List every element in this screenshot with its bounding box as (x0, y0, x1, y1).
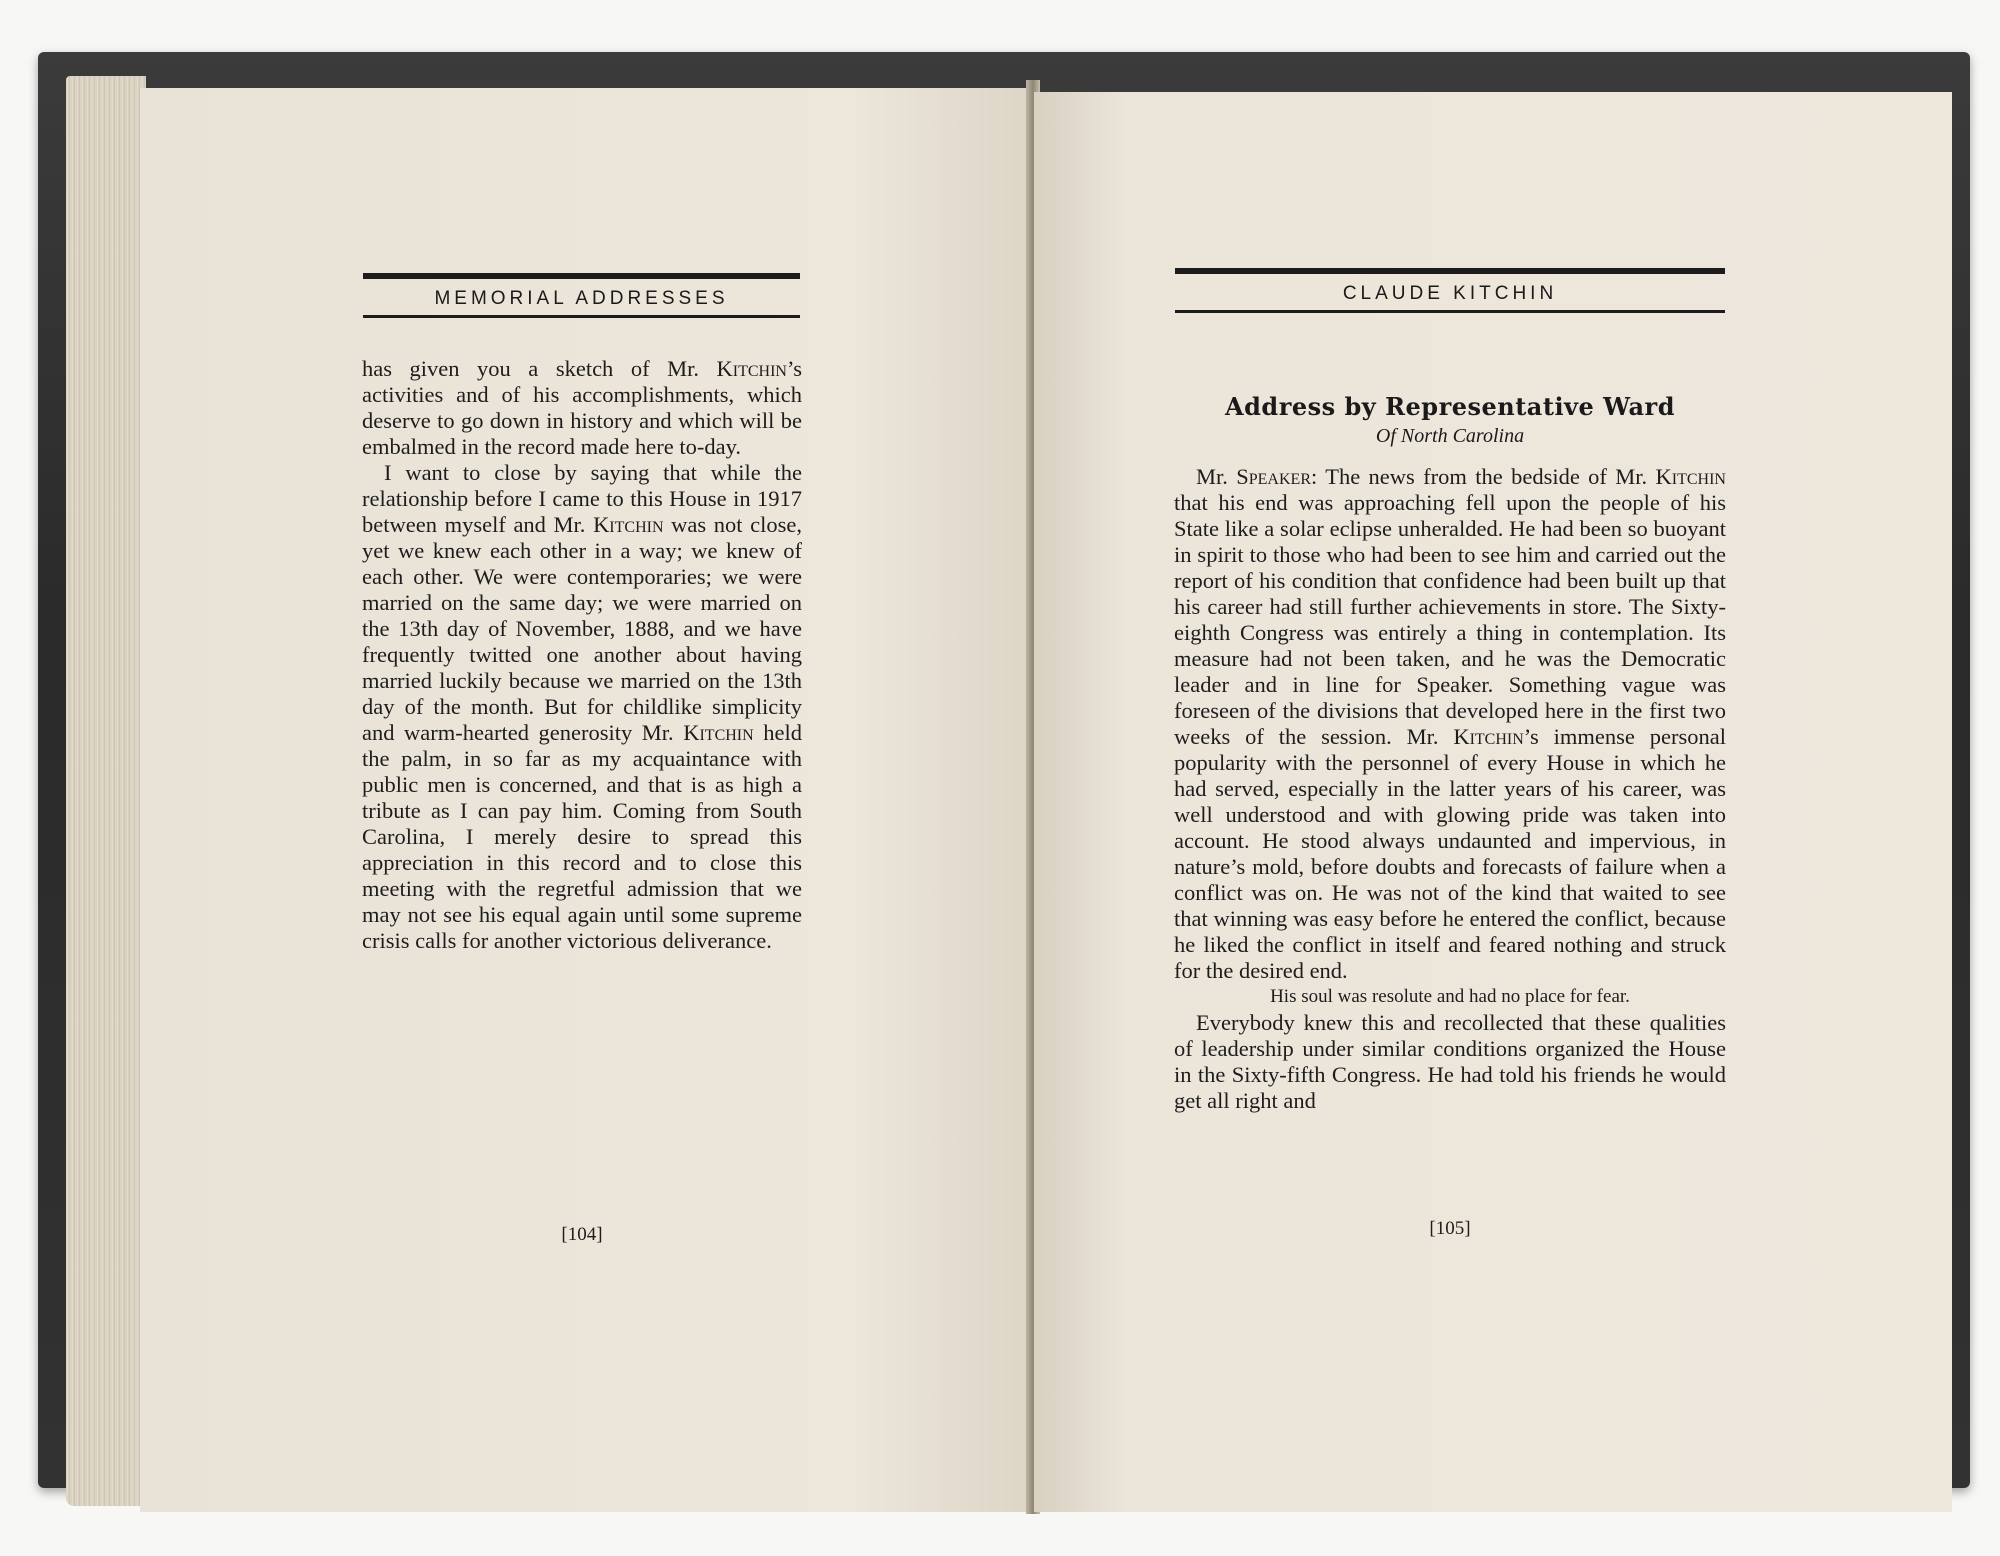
text-run: I want to close by saying that while the relationship before I came to this House in 1917 between myself and Mr. (362, 460, 802, 537)
paragraph (362, 460, 802, 954)
left-running-header (363, 273, 800, 318)
header-rule-bottom (1175, 310, 1725, 313)
page-number-right: [105] (1429, 1218, 1471, 1239)
name-kitchin: Kitchin (593, 512, 664, 537)
speaker-salutation: Speaker (1236, 464, 1311, 489)
left-page (140, 88, 1032, 1512)
paragraph (1174, 464, 1726, 984)
text-run: ’s activities and of his accomplishments, which deserve to go down in history and which will be embalmed in the record made here to-day. (362, 356, 802, 459)
text-run: Mr. (1196, 464, 1237, 489)
text-run: ’s immense personal popularity with the personnel of every House in which he had served, especially in the latter years of his career, was well understood and with glowing pride was taken into account. He stood always undaunted and impervious, in nature’s mold, before doubts and forecasts of failure when a conflict was on. He was not of the kind that waited to see that winning was easy before he entered the conflict, because he liked the conflict in itself and feared nothing and struck for the desired end. (1174, 724, 1726, 983)
paragraph: Everybody knew this and recollected that these qualities of leadership under similar conditions organized the House in the Sixty-fifth Congress. He had told his friends he would get all right and (1174, 1010, 1726, 1113)
text-run: has given you a sketch of Mr. (362, 356, 717, 381)
address-title-block (1175, 392, 1725, 448)
text-run: that his end was approaching fell upon the people of his State like a solar eclipse unheralded. He had been so buoyant in spirit to those who had been to see him and carried out the report of his condition that confidence had been built up that his career had still further achievements in store. The Sixty-eighth Congress was entirely a thing in contemplation. Its measure had not been taken, and he was the Democratic leader and in line for Speaker. Something vague was foreseen of the divisions that developed here in the first two weeks of the session. Mr. (1174, 490, 1726, 749)
text-run: was not close, yet we knew each other in a way; we knew of each other. We were contemporaries; we were married on the same day; we were married on the 13th day of November, 1888, and we have frequently twitted one another about having married luckily because we married on the 13th day of the month. But for childlike simplicity and warm-hearted generosity Mr. (362, 512, 802, 745)
name-kitchin: Kitchin (1453, 724, 1524, 749)
address-subtitle: Of North Carolina (1375, 425, 1525, 447)
page-number-left: [104] (561, 1224, 603, 1245)
running-head-left: MEMORIAL ADDRESSES (434, 288, 729, 309)
right-page (1034, 92, 1952, 1512)
header-rule-bottom (363, 315, 800, 318)
name-kitchin: Kitchin (716, 356, 787, 381)
running-head-right: CLAUDE KITCHIN (1342, 283, 1558, 304)
page-edges (66, 76, 146, 1506)
right-running-header (1175, 268, 1725, 313)
address-title: Address by Representative Ward (1225, 392, 1675, 421)
paragraph (362, 356, 802, 460)
right-body-text (1174, 464, 1726, 1114)
text-run: held the palm, in so far as my acquaintance with public men is concerned, and that is as high a tribute as I can pay him. Coming from South Carolina, I merely desire to spread this appreciation in this record and to close this meeting with the regretful admission that we may not see his equal again until some supreme crisis calls for another victorious deliverance. (362, 720, 802, 953)
name-kitchin: Kitchin (683, 720, 754, 745)
verse-quote: His soul was resolute and had no place for fear. (1270, 986, 1630, 1007)
text-run: : The news from the bedside of Mr. (1311, 464, 1656, 489)
name-kitchin: Kitchin (1655, 464, 1726, 489)
left-body-text (362, 356, 802, 954)
